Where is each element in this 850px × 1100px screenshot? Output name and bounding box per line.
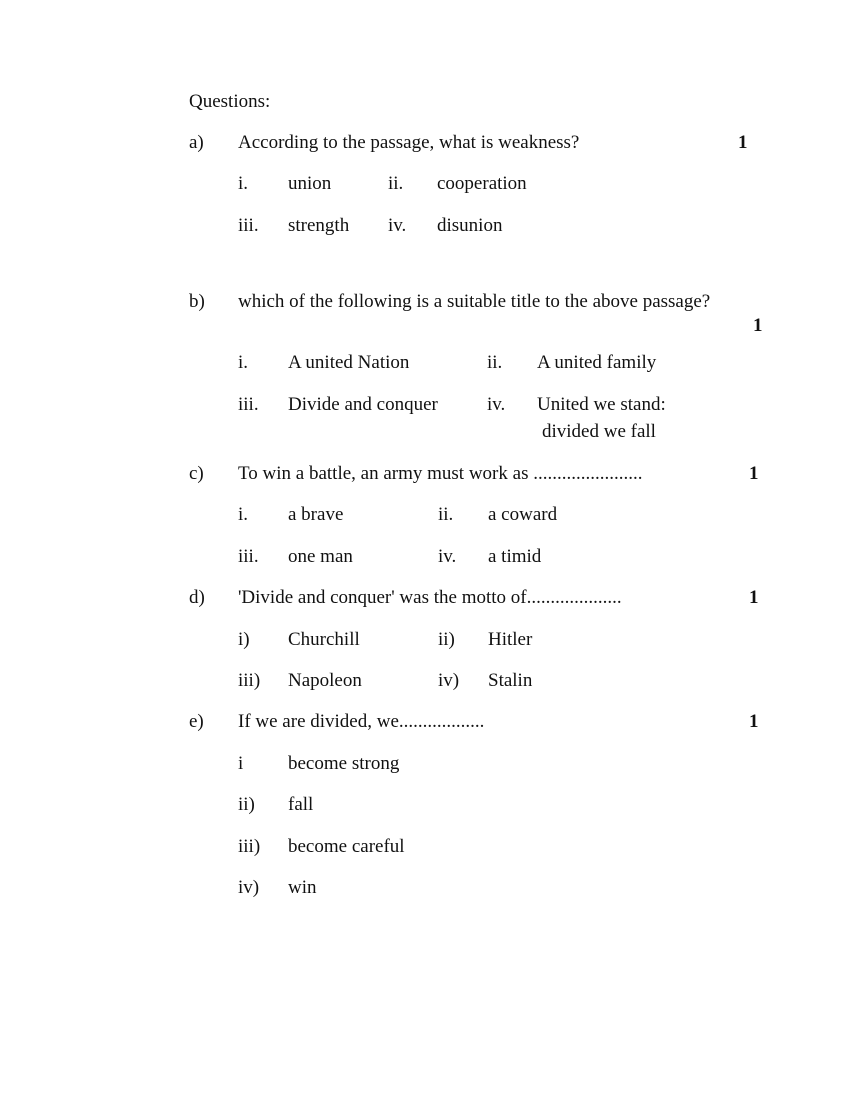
option-text: fall: [288, 794, 314, 815]
option-num: iii): [238, 670, 261, 691]
option-num: ii.: [438, 504, 454, 525]
option-text: union: [288, 173, 332, 194]
option-text: become strong: [288, 753, 400, 774]
question-marks: 1: [749, 463, 759, 484]
question-label: c): [189, 463, 204, 484]
option-num: i.: [238, 173, 249, 194]
option-num: ii.: [487, 352, 503, 373]
option-num: i): [238, 629, 250, 650]
question-text: To win a battle, an army must work as .......................: [238, 463, 643, 484]
option-num: iv.: [487, 394, 506, 415]
option-text: strength: [288, 215, 350, 236]
option-text: a timid: [488, 546, 542, 567]
option-num: i: [238, 753, 244, 774]
option-text: Divide and conquer: [288, 394, 438, 415]
option-text: cooperation: [437, 173, 527, 194]
question-label: b): [189, 291, 205, 312]
option-text: Stalin: [488, 670, 533, 691]
option-text: a coward: [488, 504, 558, 525]
option-num: ii): [438, 629, 455, 650]
option-num: i.: [238, 504, 249, 525]
option-text: Napoleon: [288, 670, 362, 691]
option-num: iii.: [238, 394, 259, 415]
option-num: iii.: [238, 546, 259, 567]
option-num: iv): [238, 877, 260, 898]
option-num: iii.: [238, 215, 259, 236]
question-text: According to the passage, what is weakness?: [238, 132, 580, 153]
option-text: one man: [288, 546, 353, 567]
option-num: ii): [238, 794, 255, 815]
option-text: A united family: [537, 352, 657, 373]
option-text: A united Nation: [288, 352, 410, 373]
option-num: iv.: [438, 546, 457, 567]
option-num: iv): [438, 670, 460, 691]
page-heading: Questions:: [189, 91, 271, 112]
option-text: Hitler: [488, 629, 533, 650]
option-text: disunion: [437, 215, 503, 236]
question-marks: 1: [738, 132, 748, 153]
option-text: a brave: [288, 504, 344, 525]
option-text: become careful: [288, 836, 405, 857]
option-text: United we stand:: [537, 394, 666, 415]
question-text: If we are divided, we..................: [238, 711, 485, 732]
option-num: ii.: [388, 173, 404, 194]
option-text: Churchill: [288, 629, 360, 650]
question-label: a): [189, 132, 204, 153]
question-label: e): [189, 711, 204, 732]
question-label: d): [189, 587, 205, 608]
question-text: 'Divide and conquer' was the motto of....................: [238, 587, 622, 608]
option-num: iv.: [388, 215, 407, 236]
option-num: iii): [238, 836, 261, 857]
option-text: win: [288, 877, 317, 898]
option-num: i.: [238, 352, 249, 373]
option-text-line2: divided we fall: [542, 421, 656, 442]
question-marks: 1: [749, 587, 759, 608]
question-marks: 1: [749, 711, 759, 732]
question-text: which of the following is a suitable title to the above passage?: [238, 291, 711, 312]
question-marks: 1: [753, 315, 763, 336]
